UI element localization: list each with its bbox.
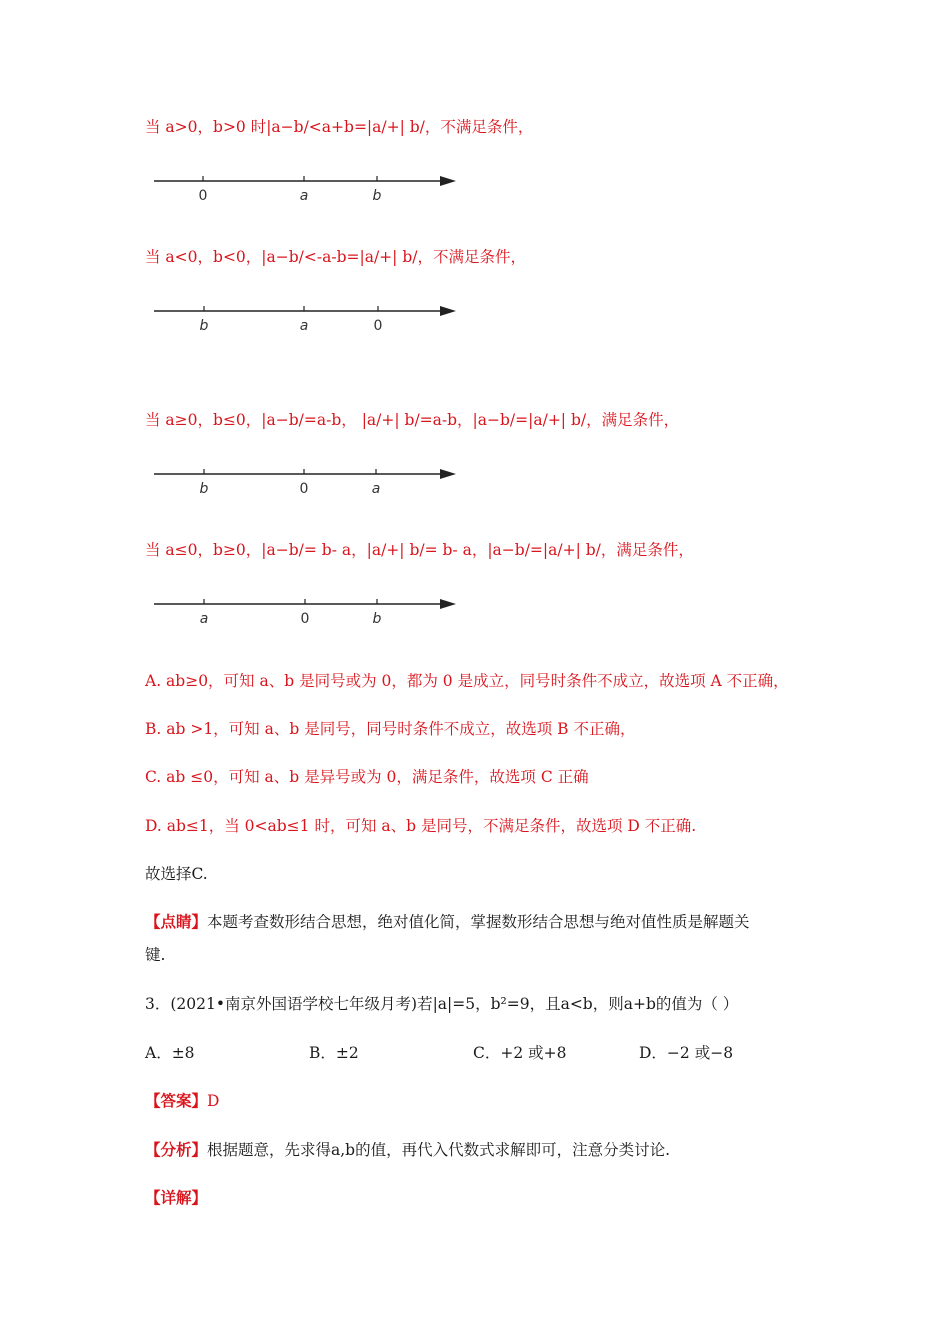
tick-label: a — [199, 611, 209, 627]
option-d: D．−2 或−8 — [639, 1044, 734, 1062]
tick-label: a — [299, 188, 309, 204]
number-line-3 — [154, 463, 456, 503]
answer-label: 【答案】 — [145, 1091, 208, 1110]
question-source: (2021•南京外国语学校七年级月考) — [170, 995, 418, 1013]
detail-label: 【详解】 — [145, 1188, 208, 1207]
question-stem: 若|a|=5，b²=9，且a<b，则a+b的值为（ ） — [417, 995, 739, 1013]
option-c: C．+2 或+8 — [473, 1044, 567, 1062]
option-b-analysis: B. ab >1，可知 a、b 是同号，同号时条件不成立，故选项 B 不正确， — [145, 720, 636, 738]
option-c-analysis: C. ab ≤0，可知 a、b 是异号或为 0，满足条件，故选项 C 正确 — [145, 768, 589, 786]
answer-line — [145, 1090, 219, 1112]
case-2-text: 当 a<0，b<0，|a−b/<-a-b=|a/+| b/，不满足条件， — [145, 248, 526, 266]
analysis-text: 根据题意，先求得a,b的值，再代入代数式求解即可，注意分类讨论. — [207, 1141, 671, 1159]
case-4-text: 当 a≤0，b≥0，|a−b/= b- a，|a/+| b/= b- a，|a−b/=|a/+| b/，满足条件， — [145, 541, 694, 559]
option-a: A．±8 — [145, 1044, 195, 1062]
answer-value: D — [207, 1092, 220, 1110]
tick-label: b — [199, 481, 209, 497]
option-d-analysis: D. ab≤1，当 0<ab≤1 时，可知 a、b 是同号，不满足条件，故选项 D 不正确. — [145, 817, 697, 835]
tick-label: 0 — [198, 188, 208, 204]
analysis-label: 【分析】 — [145, 1140, 208, 1159]
number-line-4 — [154, 593, 456, 633]
dianjing-label: 【点睛】 — [145, 912, 208, 931]
number-line-2 — [154, 300, 456, 340]
tick-label: 0 — [299, 481, 309, 497]
tick-label: b — [372, 611, 382, 627]
option-a-analysis: A. ab≥0，可知 a、b 是同号或为 0，都为 0 是成立，同号时条件不成立，故选项 A 不正确， — [145, 672, 789, 690]
number-line-1 — [154, 170, 456, 210]
analysis-line — [145, 1139, 670, 1161]
case-3-text: 当 a≥0，b≤0，|a−b/=a-b， |a/+| b/=a-b，|a−b/=|a/+| b/，满足条件， — [145, 411, 680, 429]
dianjing-line-1 — [145, 911, 750, 933]
case-1-text: 当 a>0，b>0 时|a−b/<a+b=|a/+| b/，不满足条件， — [145, 118, 534, 136]
dianjing-text: 本题考查数形结合思想，绝对值化简，掌握数形结合思想与绝对值性质是解题关 — [207, 913, 750, 931]
detail-line — [145, 1187, 207, 1209]
question-number: 3． — [145, 995, 171, 1013]
tick-label: 0 — [300, 611, 310, 627]
question-3 — [145, 993, 738, 1015]
question-3-options — [145, 1042, 733, 1064]
tick-label: b — [199, 318, 209, 334]
tick-label: 0 — [373, 318, 383, 334]
option-b: B．±2 — [309, 1044, 359, 1062]
dianjing-line-2: 键. — [145, 946, 166, 964]
conclusion: 故选择C. — [145, 865, 208, 883]
tick-label: a — [371, 481, 381, 497]
tick-label: b — [372, 188, 382, 204]
tick-label: a — [299, 318, 309, 334]
